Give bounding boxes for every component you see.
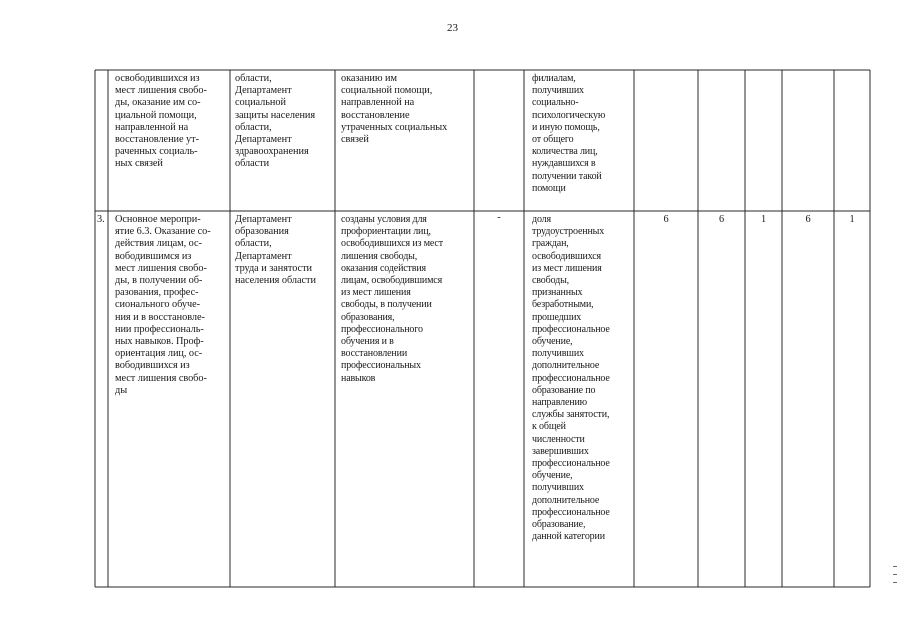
row1-responsible: области, Департамент социальной защиты населения области, Департамент здравоохранения области (235, 73, 316, 170)
row2-value-2: 6 (718, 214, 725, 225)
row2-value-4: 6 (805, 214, 811, 225)
row2-indicator: доля трудоустроенных граждан, освободившихся из мест лишения свободы, признанных безработными, прошедших профессиональное обучение, получивших дополнительное профессиональное образование по направлению службы занятости, к общей численности завершивших профессиональное обучение, получивших дополнительное профессиональное образование, данной категории (532, 214, 610, 543)
scan-artifact-marks (893, 566, 899, 590)
page-number: 23 (447, 22, 458, 34)
row2-value-3: 1 (760, 214, 767, 225)
row1-event: освободившихся из мест лишения свобо- ды, оказание им со- циальной помощи, направленной на восстановление ут- раченных социаль- ных связей (115, 73, 207, 170)
row1-result: оказанию им социальной помощи, направленной на восстановление утраченных социальных связей (341, 73, 448, 146)
row2-value-5: 1 (849, 214, 855, 225)
row2-responsible: Департамент образования области, Департамент труда и занятости населения области (235, 214, 316, 287)
row2-value-1: 6 (663, 214, 669, 225)
row2-event: Основное меропри- ятие 6.3. Оказание со- действия лицам, ос- вободившимся из мест лишения свобо- ды, в получении об- разования, профес- сионального обуче- ния и в восстановле- нии профессиональ- ных навыков. Проф- ориентация лиц, ос- вободившихся из мест лишения свобо- ды (115, 214, 211, 396)
row2-number: 3. (97, 214, 105, 225)
row2-result: созданы условия для профориентации лиц, освободившихся из мест лишения свободы, оказания содействия лицам, освободившимся из мест лишения свободы, в получении образования, профессионального обучения и в восстановлении профессиональных навыков (341, 214, 443, 384)
row1-indicator: филиалам, получивших социально- психологическую и иную помощь, от общего количества лиц, нуждавшихся в получении такой помощи (532, 73, 606, 194)
row2-dash: - (497, 212, 501, 223)
